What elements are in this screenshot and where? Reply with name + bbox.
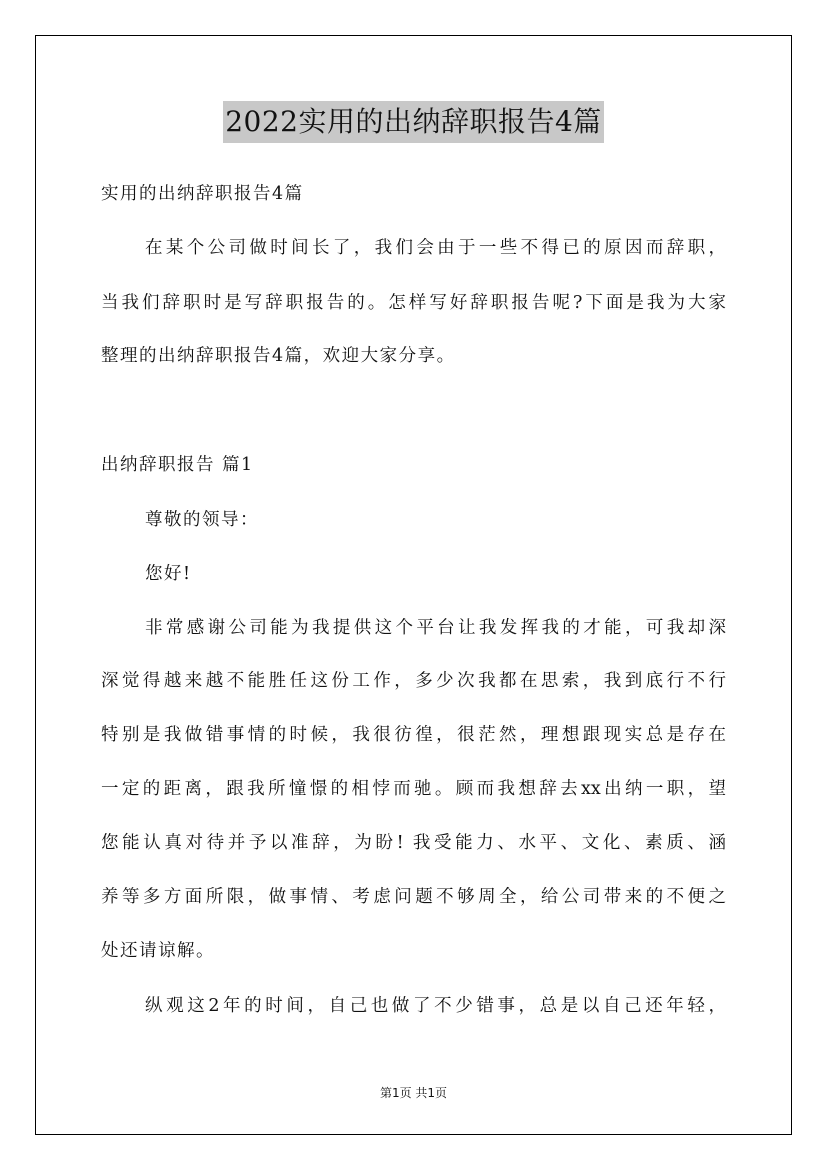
intro-line-3: 整理的出纳辞职报告4篇，欢迎大家分享。	[101, 346, 456, 366]
body-last-line: 纵观这2年的时间，自己也做了不少错事，总是以自己还年轻，	[145, 996, 726, 1016]
intro-line-1: 在某个公司做时间长了，我们会由于一些不得已的原因而辞职，	[145, 238, 726, 258]
greeting: 您好!	[145, 564, 192, 584]
body-line-7: 处还请谅解。	[101, 941, 215, 961]
intro-line-2: 当我们辞职时是写辞职报告的。怎样写好辞职报告呢?下面是我为大家	[101, 293, 726, 313]
body-line-1: 非常感谢公司能为我提供这个平台让我发挥我的才能，可我却深	[145, 618, 726, 638]
salutation: 尊敬的领导：	[145, 510, 259, 530]
body-line-5: 您能认真对待并予以准辞，为盼! 我受能力、水平、文化、素质、涵	[101, 833, 726, 853]
body-line-3: 特别是我做错事情的时候，我很彷徨，很茫然，理想跟现实总是存在	[101, 725, 726, 745]
body-line-2: 深觉得越来越不能胜任这份工作，多少次我都在思索，我到底行不行	[101, 671, 726, 691]
body-line-6: 养等多方面所限，做事情、考虑问题不够周全，给公司带来的不便之	[101, 887, 726, 907]
document-title: 2022实用的出纳辞职报告4篇	[223, 101, 604, 143]
section-heading: 出纳辞职报告 篇1	[101, 455, 254, 475]
title-container	[0, 101, 827, 143]
page-footer: 第1页 共1页	[379, 1086, 448, 1100]
document-subtitle: 实用的出纳辞职报告4篇	[101, 184, 304, 204]
body-line-4: 一定的距离，跟我所憧憬的相悖而驰。顾而我想辞去xx出纳一职，望	[101, 779, 726, 799]
